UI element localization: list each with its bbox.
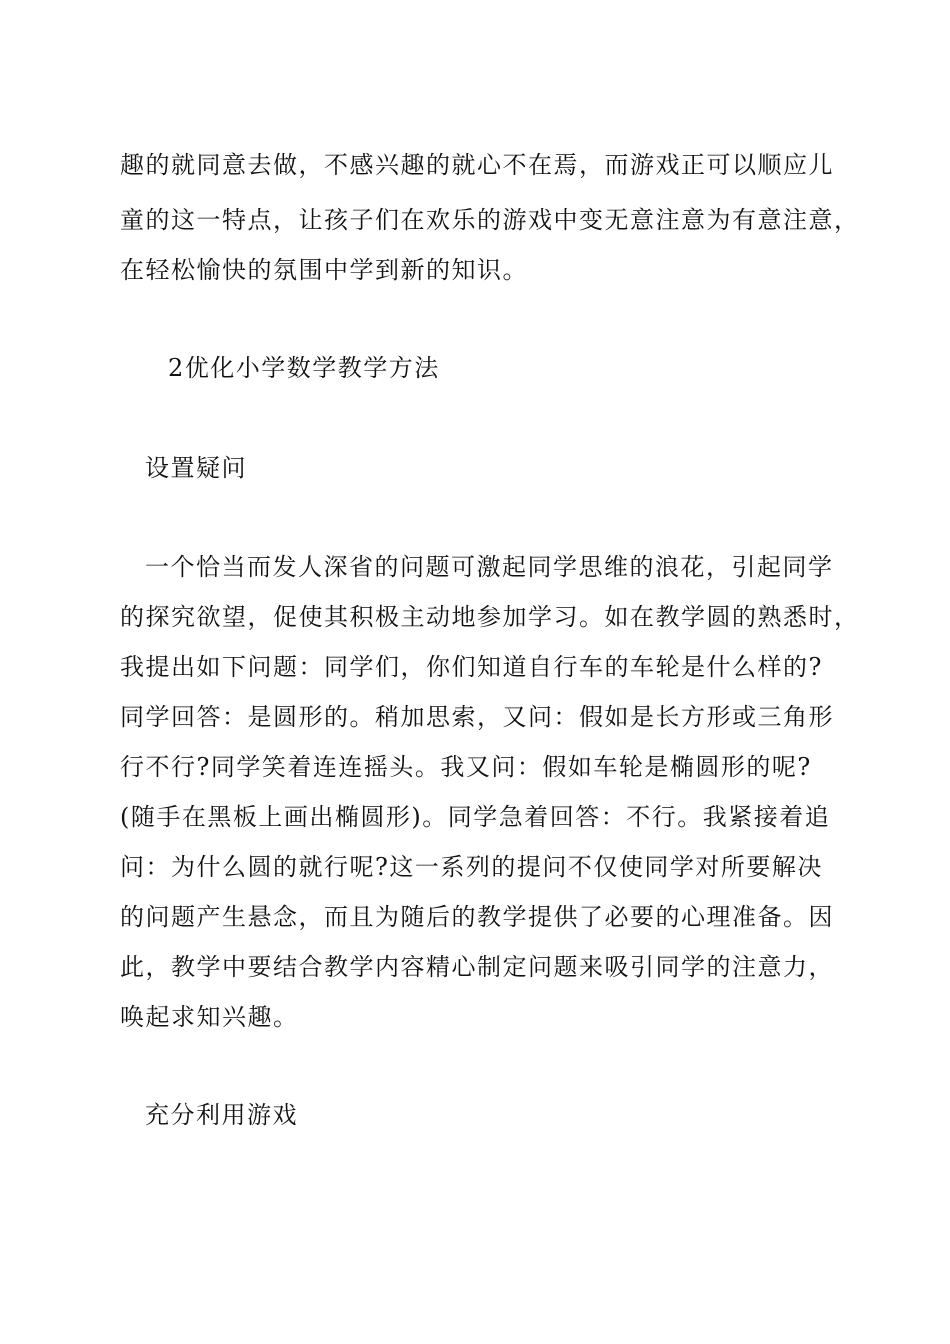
paragraph-line: 在轻松愉快的氛围中学到新的知识。 <box>120 256 528 284</box>
paragraph-line: 此，教学中要结合教学内容精心制定问题来吸引同学的注意力， <box>120 953 834 981</box>
paragraph-line: 的问题产生悬念，而且为随后的教学提供了必要的心理准备。因 <box>120 903 834 931</box>
section-heading: 2优化小学数学教学方法 <box>168 354 440 382</box>
paragraph-line: 我提出如下问题：同学们，你们知道自行车的车轮是什么样的? <box>120 653 823 681</box>
subheading-questions: 设置疑问 <box>145 454 247 482</box>
paragraph-line: 的探究欲望，促使其积极主动地参加学习。如在教学圆的熟悉时， <box>120 603 860 631</box>
paragraph-line: 行不行?同学笑着连连摇头。我又问：假如车轮是椭圆形的呢? <box>120 753 812 781</box>
paragraph-line: 同学回答：是圆形的。稍加思索，又问：假如是长方形或三角形 <box>120 703 834 731</box>
subheading-games: 充分利用游戏 <box>145 1101 298 1129</box>
paragraph-line: 童的这一特点，让孩子们在欢乐的游戏中变无意注意为有意注意， <box>120 206 860 234</box>
paragraph-line: 唤起求知兴趣。 <box>120 1003 299 1031</box>
paragraph-line: 问：为什么圆的就行呢?这一系列的提问不仅使同学对所要解决 <box>120 853 823 881</box>
paragraph-line: 趣的就同意去做，不感兴趣的就心不在焉，而游戏正可以顺应儿 <box>120 151 834 179</box>
paragraph-line: (随手在黑板上画出椭圆形)。同学急着回答：不行。我紧接着追 <box>120 803 831 831</box>
paragraph-line: 一个恰当而发人深省的问题可激起同学思维的浪花，引起同学 <box>145 553 834 581</box>
